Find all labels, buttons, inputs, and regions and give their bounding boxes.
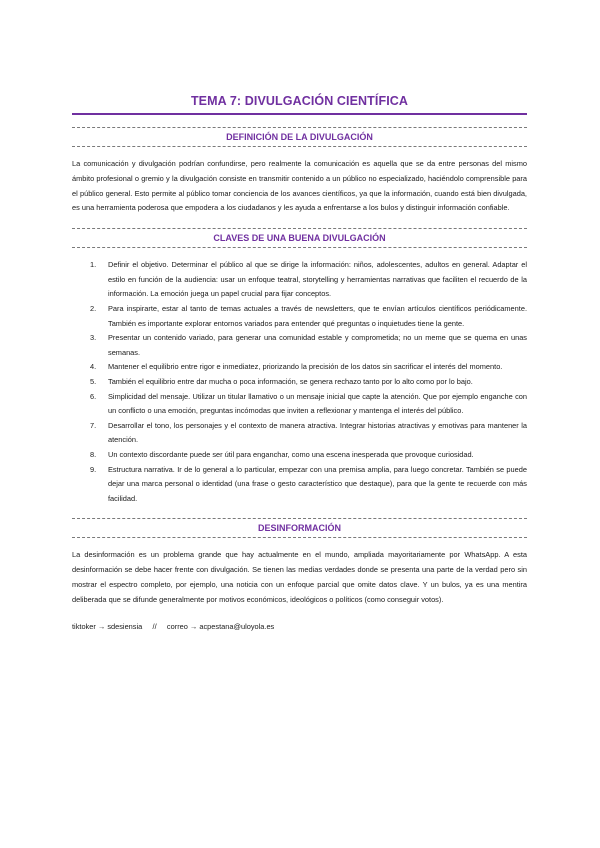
list-item-number: 6. (90, 391, 97, 401)
list-item-number: 2. (90, 303, 97, 313)
list-item (72, 331, 527, 360)
section-divider-top (72, 127, 527, 128)
list-item-number: 8. (90, 449, 97, 459)
section-divider-top (72, 518, 527, 519)
list-item-text: Un contexto discordante puede ser útil para enganchar, como una escena inesperada que provoque curiosidad. (108, 449, 474, 459)
list-item-text: Definir el objetivo. Determinar el público al que se dirige la información: niños, adolescentes, adultos en general. Adaptar el estilo en función de la audiencia: usar un enfoque teatral, storytelling y herramientas narrativas que faciliten el recuerdo de la información. La emoción juega un papel crucial para fijar conceptos. (108, 260, 527, 299)
list-item-text: Desarrollar el tono, los personajes y el contexto de manera atractiva. Integrar historias atractivas y emotivas para mantener la atención. (108, 420, 527, 445)
page-title: TEMA 7: DIVULGACIÓN CIENTÍFICA (190, 94, 409, 108)
list-item (72, 360, 527, 375)
list-item-number: 3. (90, 333, 97, 343)
list-item-text: Mantener el equilibrio entre rigor e inmediatez, priorizando la precisión de los datos sin sacrificar el interés del momento. (108, 362, 503, 372)
section-claves (72, 228, 527, 506)
list-item-number: 1. (90, 260, 97, 270)
footer-contact (72, 621, 527, 633)
claves-list (72, 258, 527, 506)
list-item-text: Simplicidad del mensaje. Utilizar un titular llamativo o un mensaje inicial que capte la atención. Que por ejemplo enganche con un conflicto o una emoción, preguntas incómodas que inviten a reflexionar y mantenga el interés del público. (108, 391, 527, 416)
list-item (72, 463, 527, 507)
title-underline (72, 113, 527, 115)
footer-separator: // (152, 622, 157, 632)
list-item (72, 302, 527, 331)
section-desinformacion (72, 518, 527, 607)
list-item-number: 7. (90, 420, 97, 430)
section-definicion (72, 127, 527, 216)
list-item-text: Presentar un contenido variado, para generar una comunidad estable y comprometida; no un meme que se quema en unas semanas. (108, 333, 527, 357)
list-item (72, 419, 527, 448)
section-divider-top (72, 228, 527, 229)
document-page (72, 93, 527, 633)
section-divider-bottom (72, 247, 527, 248)
list-item-text: Estructura narrativa. Ir de lo general a lo particular, empezar con una premisa amplia, para luego concretar. También se puede dejar una marca personal o identidad (una frase o gesto característico que destaque), para que la gente te recuerde con más facilidad. (108, 464, 527, 503)
paragraph-definicion: La comunicación y divulgación podrían confundirse, pero realmente la comunicación es aquella que se da entre personas del mismo ámbito profesional o gremio y la divulgación consiste en transmitir contenido a un público no especializado, haciéndolo comprensible para el público general. Esto permite al público tomar conciencia de los avances científicos, ya que la información, cuando está bien divulgada, es una herramienta poderosa que empodera a los ciudadanos y les ayuda a enfrentarse a los bulos y distinguir información confiable. (72, 159, 527, 213)
paragraph-desinformacion: La desinformación es un problema grande que hay actualmente en el mundo, ampliada mayoritariamente por WhatsApp. A esta desinformación se debe hacer frente con divulgación. Se tienen las medias verdades donde se presenta una parte de la verdad pero sin mostrar el espectro completo, por ejemplo, una noticia con un enfoque parcial que omite datos clave. Y un bulos, ya es una mentira deliberada que se difunde generalmente por motivos económicos, ideológicos o políticos (como conseguir votos). (72, 550, 527, 604)
list-item-number: 4. (90, 362, 97, 372)
list-item (72, 258, 527, 302)
list-item (72, 448, 527, 463)
list-item-text: También el equilibrio entre dar mucha o poca información, se genera rechazo tanto por lo alto como por lo bajo. (108, 376, 473, 386)
section-heading-desinformacion: DESINFORMACIÓN (258, 523, 341, 534)
list-item-number: 5. (90, 376, 97, 386)
section-heading-claves: CLAVES DE UNA BUENA DIVULGACIÓN (213, 233, 386, 244)
list-item (72, 390, 527, 419)
email-contact: correo → acpestana@uloyola.es (166, 622, 275, 632)
list-item-number: 9. (90, 464, 97, 474)
tiktok-handle: tiktoker → sdesiensia (72, 622, 143, 632)
section-divider-bottom (72, 146, 527, 147)
section-heading-definicion: DEFINICIÓN DE LA DIVULGACIÓN (226, 132, 373, 142)
section-divider-bottom (72, 537, 527, 538)
list-item-text: Para inspirarte, estar al tanto de temas actuales a través de newsletters, que te envían artículos científicos periódicamente. También es importante explorar entornos variados para entender qué preguntas o inquietudes tiene la gente. (108, 303, 527, 328)
list-item (72, 375, 527, 390)
